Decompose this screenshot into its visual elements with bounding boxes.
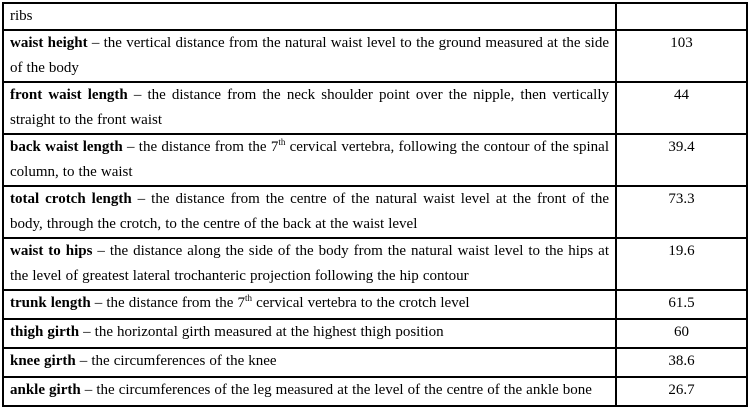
document-page	[2, 2, 748, 407]
measurement-description	[3, 238, 616, 290]
measurement-value: 61.5	[616, 290, 747, 319]
table-row	[3, 82, 747, 134]
description-text: the distance from the neck shoulder point over the nipple, then vertically straight to the front waist	[10, 87, 609, 128]
measurement-term: back waist length	[10, 139, 123, 155]
measurement-term: total crotch length	[10, 191, 132, 207]
dash-separator: –	[79, 324, 95, 340]
dash-separator: –	[131, 191, 152, 207]
measurement-value: 73.3	[616, 186, 747, 238]
measurement-value: 60	[616, 319, 747, 348]
dash-separator: –	[75, 353, 92, 369]
description-text: the distance from the 7	[138, 139, 279, 155]
measurement-description	[3, 377, 616, 406]
measurement-description	[3, 186, 616, 238]
measurement-term: knee girth	[10, 353, 76, 369]
measurement-value: 38.6	[616, 348, 747, 377]
measurements-table	[2, 2, 748, 407]
ordinal-superscript: th	[245, 293, 253, 303]
description-text: the vertical distance from the natural waist level to the ground measured at the side of the body	[10, 35, 609, 76]
dash-separator: –	[127, 87, 148, 103]
measurement-term: ankle girth	[10, 382, 81, 398]
measurement-description	[3, 134, 616, 186]
table-row	[3, 134, 747, 186]
table-row	[3, 238, 747, 290]
measurement-term: thigh girth	[10, 324, 80, 340]
measurement-value: 103	[616, 30, 747, 82]
measurement-term: trunk length	[10, 295, 91, 311]
dash-separator: –	[122, 139, 139, 155]
description-text: the circumferences of the leg measured at the level of the centre of the ankle bone	[96, 382, 592, 398]
measurement-description	[3, 348, 616, 377]
measurement-description	[3, 82, 616, 134]
measurement-value: 39.4	[616, 134, 747, 186]
measurement-value: 44	[616, 82, 747, 134]
table-row	[3, 3, 747, 30]
dash-separator: –	[87, 35, 104, 51]
dash-separator: –	[90, 295, 107, 311]
table-row	[3, 377, 747, 406]
description-text: the circumferences of the knee	[91, 353, 277, 369]
ordinal-superscript: th	[278, 137, 286, 147]
description-text: cervical vertebra to the crotch level	[252, 295, 470, 311]
description-text: the distance from the centre of the natural waist level at the front of the body, through the crotch, to the centre of the back at the waist level	[10, 191, 609, 232]
table-row	[3, 319, 747, 348]
table-row	[3, 30, 747, 82]
measurement-description	[3, 30, 616, 82]
measurement-value: 19.6	[616, 238, 747, 290]
description-text: cervical vertebra, following the contour of the spinal column, to the waist	[10, 139, 609, 180]
table-row	[3, 186, 747, 238]
dash-separator: –	[80, 382, 97, 398]
description-text: ribs	[10, 8, 33, 24]
measurement-description	[3, 319, 616, 348]
measurement-term: front waist length	[10, 87, 128, 103]
measurement-term: waist height	[10, 35, 88, 51]
measurement-description	[3, 3, 616, 30]
measurement-term: waist to hips	[10, 243, 93, 259]
description-text: the distance along the side of the body from the natural waist level to the hips at the level of greatest lateral trochanteric projection following the hip contour	[10, 243, 610, 284]
measurement-description	[3, 290, 616, 319]
table-row	[3, 348, 747, 377]
description-text: the distance from the 7	[106, 295, 246, 311]
measurement-value	[616, 3, 747, 30]
table-row	[3, 290, 747, 319]
description-text: the horizontal girth measured at the highest thigh position	[94, 324, 444, 340]
measurement-value: 26.7	[616, 377, 747, 406]
dash-separator: –	[92, 243, 110, 259]
